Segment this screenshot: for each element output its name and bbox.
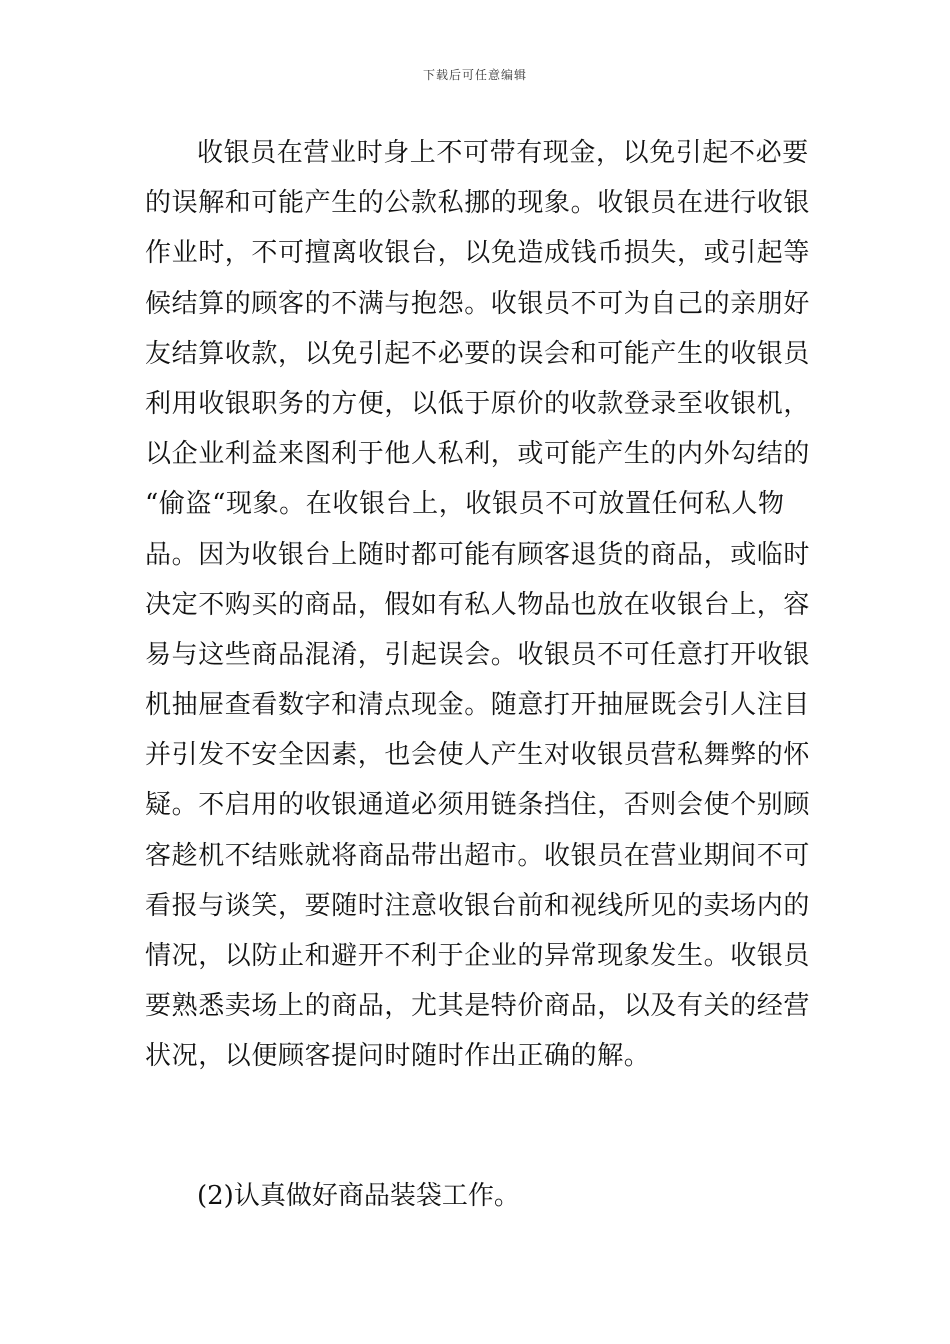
paragraph-line: 要熟悉卖场上的商品，尤其是特价商品，以及有关的经营 [145,991,811,1022]
paragraph-line: 品。因为收银台上随时都可能有顾客退货的商品，或临时 [145,539,811,570]
paragraph-line: 并引发不安全因素，也会使人产生对收银员营私舞弊的怀 [145,740,811,771]
paragraph-line: 机抽屉查看数字和清点现金。随意打开抽屉既会引人注目 [145,690,811,721]
paragraph-line: 易与这些商品混淆，引起误会。收银员不可任意打开收银 [145,639,811,670]
paragraph-line: 友结算收款，以免引起不必要的误会和可能产生的收银员 [145,338,811,369]
paragraph-line: 看报与谈笑，要随时注意收银台前和视线所见的卖场内的 [145,890,811,921]
paragraph-line: 情况，以防止和避开不利于企业的异常现象发生。收银员 [145,941,811,971]
paragraph-line: “偷盗“现象。在收银台上，收银员不可放置任何私人物 [145,489,785,520]
section-heading: (2)认真做好商品装袋工作。 [197,1181,520,1211]
paragraph-line: 的误解和可能产生的公款私挪的现象。收银员在进行收银 [145,188,811,219]
paragraph-line: 作业时，不可擅离收银台，以免造成钱币损失，或引起等 [145,238,811,269]
paragraph-line: 收银员在营业时身上不可带有现金，以免引起不必要 [197,138,809,168]
paragraph-line: 客趁机不结账就将商品带出超市。收银员在营业期间不可 [145,840,811,871]
paragraph-line: 候结算的顾客的不满与抱怨。收银员不可为自己的亲朋好 [145,288,811,319]
paragraph-line: 状况，以便顾客提问时随时作出正确的解。 [145,1041,651,1072]
page-header-note: 下载后可任意编辑 [422,68,527,82]
body-paragraph [145,128,815,1082]
paragraph-line: 利用收银职务的方便，以低于原价的收款登录至收银机， [145,388,811,419]
paragraph-line: 决定不购买的商品，假如有私人物品也放在收银台上，容 [145,589,811,620]
paragraph-line: 疑。不启用的收银通道必须用链条挡住，否则会使个别顾 [145,790,811,821]
paragraph-line: 以企业利益来图利于他人私利，或可能产生的内外勾结的 [145,439,811,470]
